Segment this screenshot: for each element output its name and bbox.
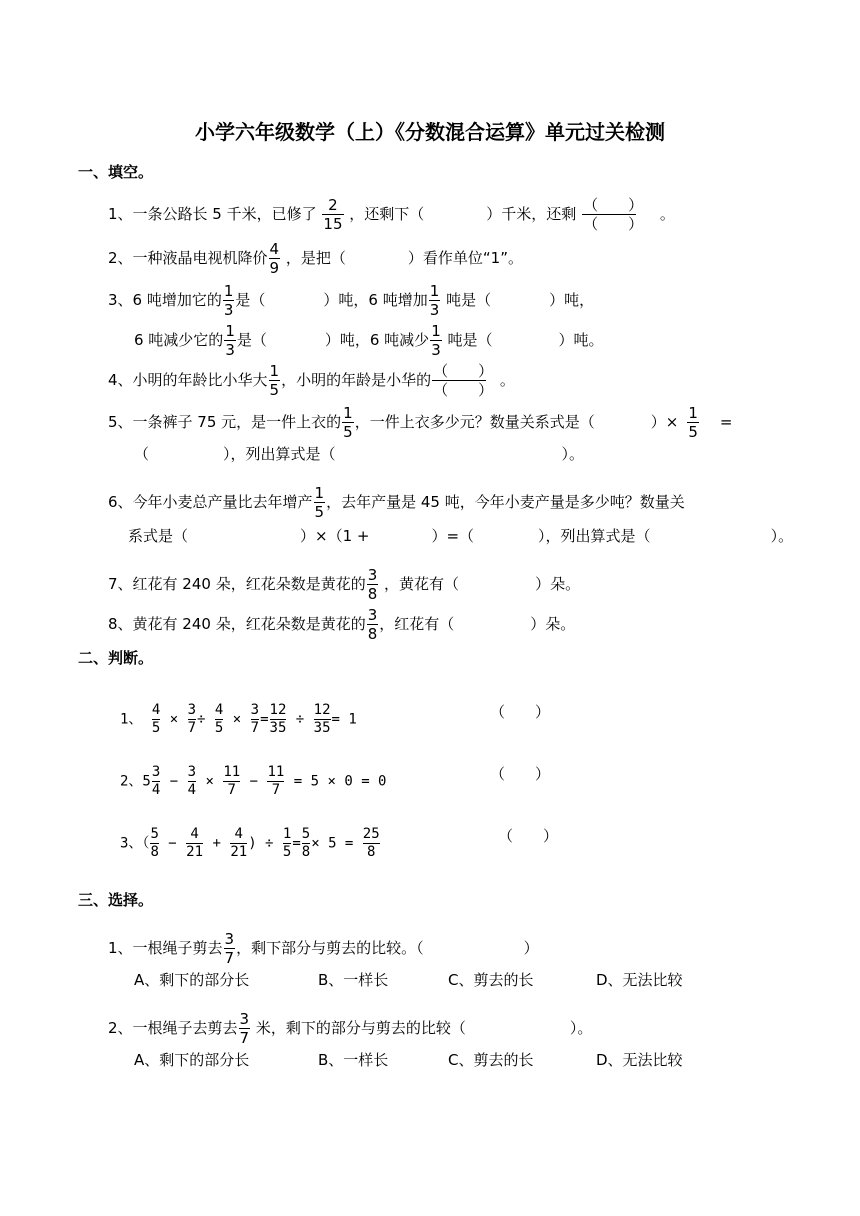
fraction: $\frac{4}{9}$ bbox=[269, 240, 280, 277]
fraction: $\frac{1}{5}$ bbox=[688, 404, 698, 441]
fraction: $\frac{2}{15}$ bbox=[323, 196, 343, 233]
question-text: = bbox=[719, 413, 733, 431]
answer-fraction-blank[interactable]: $\frac{( )}{( )}$ bbox=[583, 196, 644, 233]
question-text: 是（ bbox=[236, 331, 267, 349]
fill-question-1 bbox=[108, 196, 675, 233]
choice-question-2 bbox=[108, 1010, 592, 1047]
fraction: $\frac{1}{3}$ bbox=[225, 322, 235, 359]
question-text: ）=（ bbox=[431, 527, 475, 545]
question-text: 。 bbox=[659, 205, 675, 223]
choice-option-b[interactable]: B、一样长 bbox=[318, 971, 389, 989]
question-text: ）吨， bbox=[549, 291, 595, 309]
question-text: ）千米，还剩 bbox=[486, 205, 577, 223]
fraction: $\frac{1}{5}$ bbox=[282, 826, 292, 860]
question-text: 是（ bbox=[235, 291, 266, 309]
fraction: $\frac{3}{8}$ bbox=[367, 606, 378, 643]
page-title: 小学六年级数学（上）《分数混合运算》单元过关检测 bbox=[195, 120, 665, 144]
choice-option-c[interactable]: C、剪去的长 bbox=[448, 1051, 534, 1069]
question-text: ）吨。 bbox=[558, 331, 604, 349]
choice-option-a[interactable]: A、剩下的部分长 bbox=[134, 1051, 250, 1069]
fraction: $\frac{1}{5}$ bbox=[343, 404, 353, 441]
question-text: 4、小明的年龄比小华大 bbox=[108, 371, 268, 389]
fraction: $\frac{25}{8}$ bbox=[362, 826, 380, 860]
question-text: 3、6 吨增加它的 bbox=[108, 291, 222, 309]
question-text: 1、一根绳子剪去 bbox=[108, 939, 223, 957]
fraction: $\frac{3}{4}$ bbox=[151, 764, 161, 798]
question-text: ）吨，6 吨增加 bbox=[323, 291, 428, 309]
question-text: ）朵。 bbox=[530, 615, 576, 633]
question-text: ，黄花有（ bbox=[384, 575, 460, 593]
question-text: ）吨，6 吨减少 bbox=[324, 331, 430, 349]
fraction: $\frac{3}{7}$ bbox=[224, 930, 235, 967]
fraction: $\frac{11}{7}$ bbox=[267, 764, 285, 798]
fraction: $\frac{5}{8}$ bbox=[301, 826, 311, 860]
question-text: ）× bbox=[650, 413, 679, 431]
question-text: 6、今年小麦总产量比去年增产 bbox=[108, 493, 313, 511]
section-heading-choice: 三、选择。 bbox=[78, 891, 154, 909]
fraction: $\frac{4}{5}$ bbox=[151, 702, 161, 736]
fill-question-7 bbox=[108, 566, 580, 603]
question-text: ，小明的年龄是小华的 bbox=[281, 371, 432, 389]
fill-question-6-line2 bbox=[128, 526, 793, 546]
question-text: ） bbox=[523, 939, 539, 957]
question-label: 2、5 bbox=[120, 773, 151, 790]
question-text: 2、一种液晶电视机降价 bbox=[108, 249, 268, 267]
section-heading-judge: 二、判断。 bbox=[78, 649, 154, 667]
choice-option-a[interactable]: A、剩下的部分长 bbox=[134, 971, 250, 989]
fill-question-6 bbox=[108, 484, 685, 521]
question-text: 吨是（ bbox=[446, 291, 492, 309]
judge-answer-2[interactable]: （ ） bbox=[490, 765, 551, 783]
fill-question-8 bbox=[108, 606, 575, 643]
fraction: $\frac{5}{8}$ bbox=[150, 826, 159, 860]
question-text: ）×（1 + bbox=[300, 527, 370, 545]
fraction: $\frac{3}{4}$ bbox=[187, 764, 197, 798]
fraction: $\frac{1}{5}$ bbox=[269, 362, 280, 399]
fraction: $\frac{12}{35}$ bbox=[313, 702, 331, 736]
judge-answer-1[interactable]: （ ） bbox=[490, 703, 551, 721]
question-label: 3、（ bbox=[120, 835, 150, 852]
judge-question-2: 2、5 $\frac{3}{4}$ − $\frac{3}{4}$ × $\frac{11}{7}$ − $\frac{11}{7}$ = 5 × 0 = 0 bbox=[120, 764, 387, 798]
fraction: $\frac{3}{7}$ bbox=[187, 702, 197, 736]
fraction: $\frac{1}{3}$ bbox=[223, 282, 234, 319]
question-text: ，一件上衣多少元？数量关系式是（ bbox=[354, 413, 595, 431]
choice-option-d[interactable]: D、无法比较 bbox=[596, 1051, 683, 1069]
question-text: ），列出算式是（ bbox=[538, 527, 651, 545]
fill-question-5-line2 bbox=[134, 444, 584, 464]
fraction: $\frac{4}{21}$ bbox=[186, 826, 204, 860]
question-text: ），列出算式是（ bbox=[223, 445, 336, 463]
question-text: 系式是（ bbox=[128, 527, 189, 545]
fraction: $\frac{12}{35}$ bbox=[269, 702, 287, 736]
question-text: ）看作单位“1”。 bbox=[407, 249, 523, 267]
question-text: ）朵。 bbox=[535, 575, 581, 593]
fraction: $\frac{1}{5}$ bbox=[314, 484, 325, 521]
choice-option-d[interactable]: D、无法比较 bbox=[596, 971, 683, 989]
question-text: （ bbox=[134, 445, 150, 463]
question-text: ，去年产量是 45 吨，今年小麦产量是多少吨？数量关 bbox=[326, 493, 685, 511]
question-text: ）。 bbox=[569, 1019, 593, 1037]
fill-question-2 bbox=[108, 240, 523, 277]
question-text: ，剩下部分与剪去的比较。（ bbox=[236, 939, 424, 957]
judge-question-1: 1、 $\frac{4}{5}$ × $\frac{3}{7}$ ÷ $\frac{4}{5}$ × $\frac{3}{7}$ = $\frac{12}{35}$ ÷ $\frac{12}{35}$ = 1 bbox=[120, 702, 357, 736]
choice-option-b[interactable]: B、一样长 bbox=[318, 1051, 389, 1069]
judge-question-3: 3、（ $\frac{5}{8}$ − $\frac{4}{21}$ + $\frac{4}{21}$ ) ÷ $\frac{1}{5}$ = $\frac{5}{8}$ × 5 = $\frac{25}{8}$ bbox=[120, 826, 380, 860]
question-text: ）。 bbox=[561, 445, 585, 463]
question-text: 。 bbox=[499, 371, 515, 389]
question-text: 6 吨减少它的 bbox=[134, 331, 224, 349]
fill-question-3-line2 bbox=[134, 322, 604, 359]
fraction: $\frac{11}{7}$ bbox=[223, 764, 241, 798]
question-text: 8、黄花有 240 朵，红花朵数是黄花的 bbox=[108, 615, 366, 633]
fraction: $\frac{3}{7}$ bbox=[250, 702, 260, 736]
question-text: ）。 bbox=[770, 527, 794, 545]
fill-question-4 bbox=[108, 362, 515, 399]
choice-option-c[interactable]: C、剪去的长 bbox=[448, 971, 534, 989]
fraction: $\frac{4}{21}$ bbox=[230, 826, 248, 860]
question-text: 1、一条公路长 5 千米，已修了 bbox=[108, 205, 317, 223]
question-text: 5、一条裤子 75 元，是一件上衣的 bbox=[108, 413, 342, 431]
section-heading-fill: 一、填空。 bbox=[78, 163, 154, 181]
question-text: ，还剩下（ bbox=[349, 205, 425, 223]
question-text: 吨是（ bbox=[447, 331, 493, 349]
answer-fraction-blank[interactable]: $\frac{( )}{( )}$ bbox=[433, 362, 494, 399]
fraction: $\frac{4}{5}$ bbox=[214, 702, 224, 736]
choice-question-1 bbox=[108, 930, 539, 967]
question-label: 1、 bbox=[120, 711, 143, 728]
question-text: ，是把（ bbox=[285, 249, 346, 267]
fraction: $\frac{3}{7}$ bbox=[239, 1010, 250, 1047]
question-text: ，红花有（ bbox=[379, 615, 455, 633]
fill-question-5 bbox=[108, 404, 732, 441]
question-text: 米，剩下的部分与剪去的比较（ bbox=[255, 1019, 466, 1037]
question-text: 2、一根绳子去剪去 bbox=[108, 1019, 238, 1037]
fraction: $\frac{3}{8}$ bbox=[367, 566, 378, 603]
question-text: 7、红花有 240 朵，红花朵数是黄花的 bbox=[108, 575, 366, 593]
judge-answer-3[interactable]: （ ） bbox=[498, 827, 559, 845]
fill-question-3 bbox=[108, 282, 594, 319]
fraction: $\frac{1}{3}$ bbox=[431, 322, 441, 359]
fraction: $\frac{1}{3}$ bbox=[429, 282, 440, 319]
